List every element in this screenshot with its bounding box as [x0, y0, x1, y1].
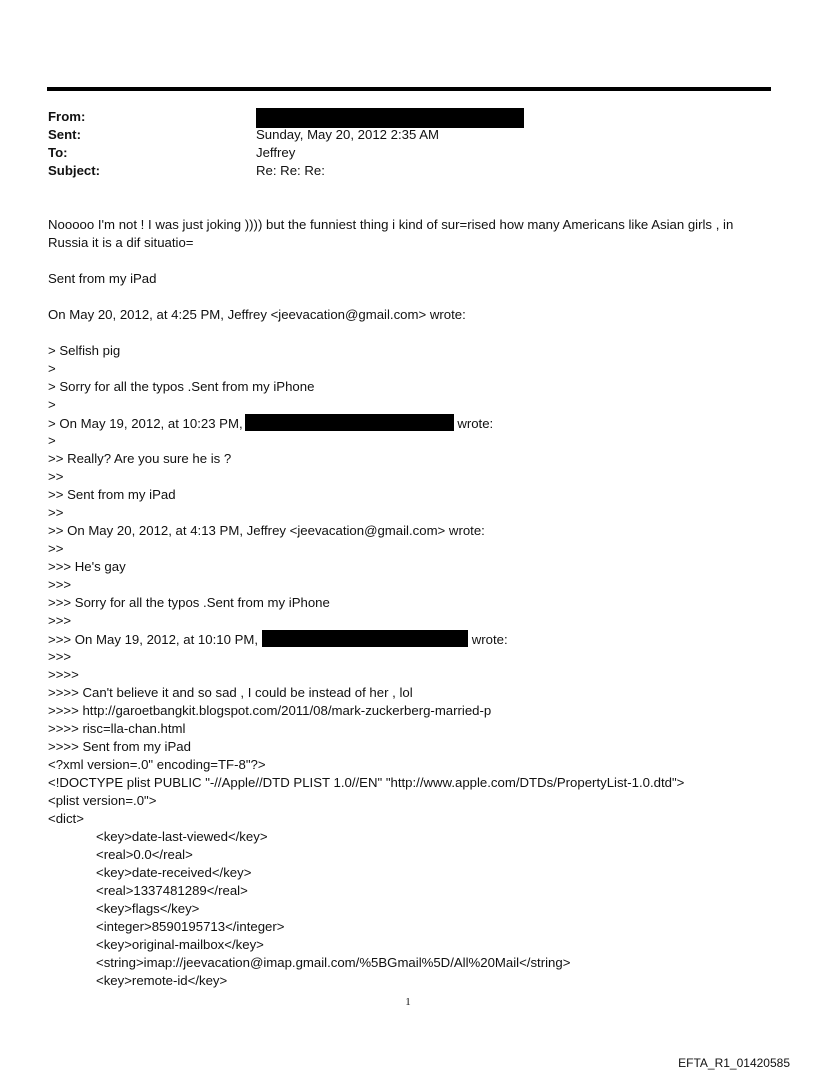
spacer [48, 324, 768, 342]
quote-line: >>>> [48, 667, 79, 682]
page-number: 1 [405, 996, 411, 1008]
subject-label: Subject: [48, 163, 101, 178]
quote-line: >>>> Can't believe it and so sad , I could be instead of her , lol [48, 685, 413, 700]
document-id: EFTA_R1_01420585 [678, 1056, 790, 1070]
quote-line: >> [48, 505, 64, 520]
email-header [48, 108, 440, 180]
signature-line: Sent from my iPad [48, 271, 157, 286]
xml-line: <key>remote-id</key> [96, 973, 228, 988]
xml-line: <real>1337481289</real> [96, 883, 248, 898]
xml-line: <?xml version=.0" encoding=TF-8"?> [48, 757, 266, 772]
quote-line: > [48, 397, 56, 412]
attribution-suffix: wrote: [457, 416, 494, 431]
xml-line: <key>date-last-viewed</key> [96, 829, 268, 844]
quote-line: >>>> http://garoetbangkit.blogspot.com/2011/08/mark-zuckerberg-married-p [48, 703, 492, 718]
xml-line: <key>original-mailbox</key> [96, 937, 264, 952]
quote-attribution [48, 630, 768, 648]
xml-line: <key>flags</key> [96, 901, 200, 916]
redaction [245, 414, 454, 431]
quote-attribution: On May 20, 2012, at 4:25 PM, Jeffrey <jeevacation@gmail.com> wrote: [48, 307, 466, 322]
from-redaction [256, 108, 524, 128]
quote-line: >> Really? Are you sure he is ? [48, 451, 232, 466]
sent-value: Sunday, May 20, 2012 2:35 AM [256, 127, 440, 142]
to-label: To: [48, 145, 68, 160]
quote-line: >> [48, 541, 64, 556]
quote-attribution [48, 414, 768, 432]
from-label: From: [48, 109, 86, 124]
xml-line: <string>imap://jeevacation@imap.gmail.com/%5BGmail%5D/All%20Mail</string> [96, 955, 571, 970]
quote-attribution: >> On May 20, 2012, at 4:13 PM, Jeffrey <jeevacation@gmail.com> wrote: [48, 523, 485, 538]
quote-line: >>>> Sent from my iPad [48, 739, 191, 754]
quote-line: > Selfish pig [48, 343, 121, 358]
spacer [48, 252, 768, 270]
attribution-suffix: wrote: [471, 632, 508, 647]
email-body [48, 216, 768, 990]
quote-line: >>>> risc=lla-chan.html [48, 721, 186, 736]
quote-line: >>> He's gay [48, 559, 126, 574]
quote-line: >> [48, 469, 64, 484]
quote-line: > [48, 433, 56, 448]
quote-line: >>> [48, 577, 72, 592]
xml-line: <dict> [48, 811, 84, 826]
sent-row [48, 126, 440, 144]
xml-line: <plist version=.0"> [48, 793, 157, 808]
reply-paragraph: Nooooo I'm not ! I was just joking )))) but the funniest thing i kind of sur=rised how many Americans like Asian girls , in Russia it is a dif situatio= [48, 217, 734, 250]
top-rule [47, 87, 771, 91]
from-row [48, 108, 256, 126]
xml-line: <integer>8590195713</integer> [96, 919, 285, 934]
sent-label: Sent: [48, 127, 81, 142]
redaction [262, 630, 468, 647]
xml-line: <key>date-received</key> [96, 865, 252, 880]
subject-row [48, 162, 325, 180]
quote-line: >>> [48, 613, 72, 628]
attribution-prefix: > On May 19, 2012, at 10:23 PM, [48, 416, 243, 431]
subject-value: Re: Re: Re: [256, 163, 325, 178]
spacer [48, 288, 768, 306]
to-row [48, 144, 296, 162]
quote-line: >>> Sorry for all the typos .Sent from my iPhone [48, 595, 330, 610]
quote-line: >>> [48, 649, 72, 664]
quote-line: > Sorry for all the typos .Sent from my iPhone [48, 379, 315, 394]
attribution-prefix: >>> On May 19, 2012, at 10:10 PM, [48, 632, 259, 647]
quote-line: >> Sent from my iPad [48, 487, 176, 502]
quote-line: > [48, 361, 56, 376]
xml-line: <!DOCTYPE plist PUBLIC "-//Apple//DTD PLIST 1.0//EN" "http://www.apple.com/DTDs/PropertyList-1.0.dtd"> [48, 775, 685, 790]
to-value: Jeffrey [256, 145, 296, 160]
xml-line: <real>0.0</real> [96, 847, 193, 862]
